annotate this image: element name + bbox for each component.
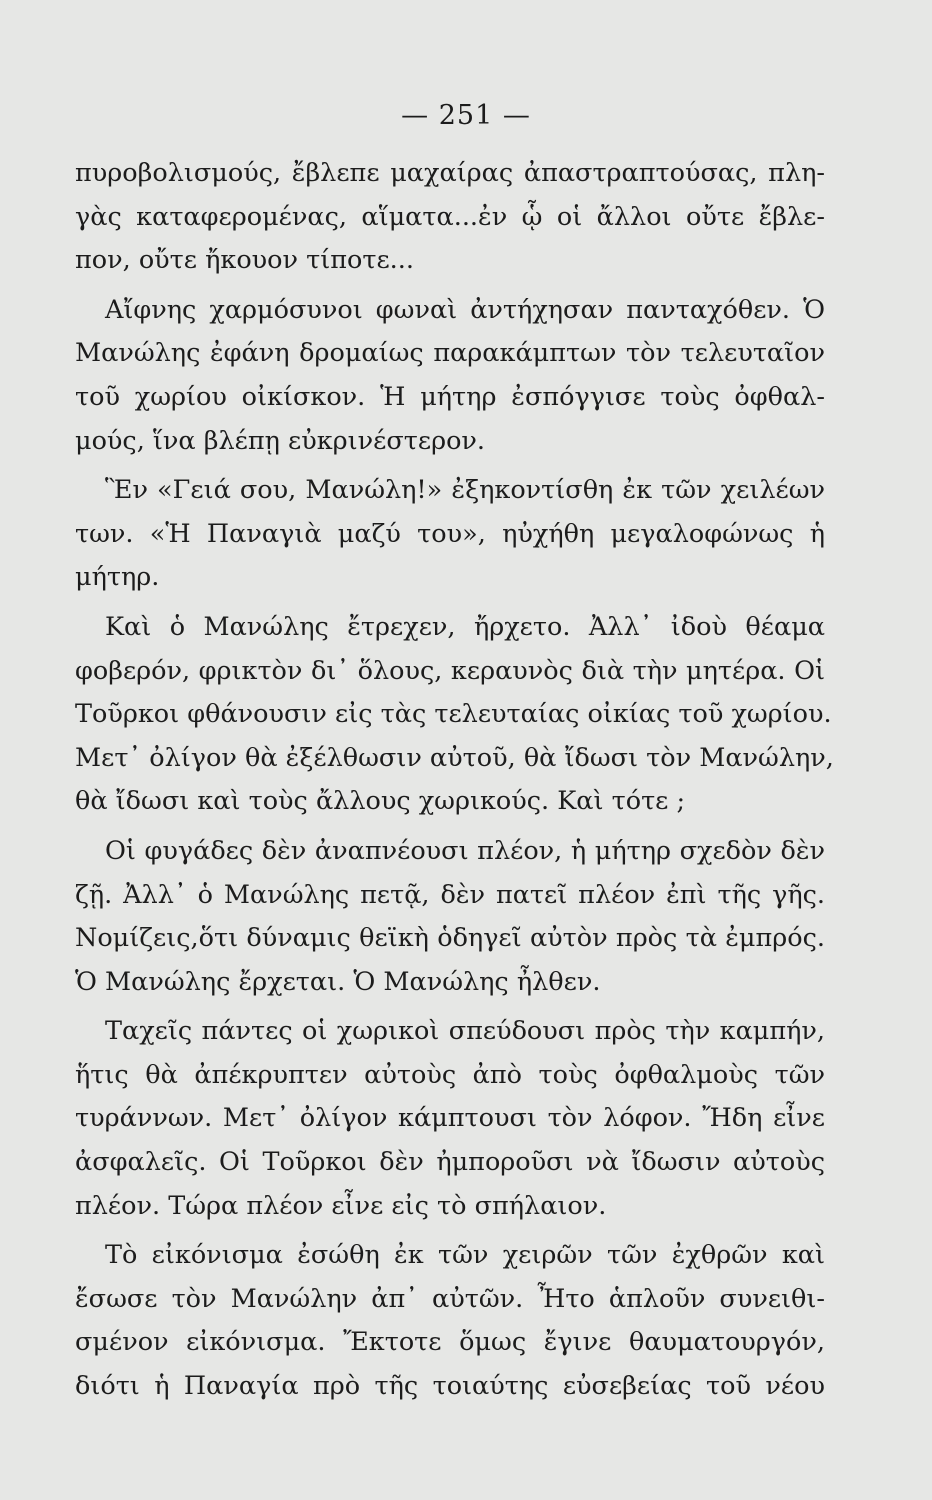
text-line: πυροβολισμούς, ἔβλεπε μαχαίρας ἀπαστραπτούσας, πλη- — [75, 158, 825, 188]
text-line: γὰς καταφερομένας, αἵματα...ἐν ᾧ οἱ ἄλλοι οὔτε ἔβλε- — [75, 201, 825, 232]
text-line: τυράννων. Μετ᾽ ὀλίγον κάμπτουσι τὸν λόφον. Ἤδη εἶνε — [75, 1103, 825, 1134]
text-line: πον, οὔτε ἤκουον τίποτε... — [75, 245, 414, 276]
text-line: Καὶ ὁ Μανώλης ἔτρεχεν, ἤρχετο. Ἀλλ᾽ ἰδοὺ θέαμα — [105, 611, 825, 642]
text-line: ἥτις θὰ ἀπέκρυπτεν αὐτοὺς ἀπὸ τοὺς ὀφθαλμοὺς τῶν — [75, 1059, 825, 1090]
page-number: — 251 — — [401, 100, 531, 131]
text-line: Νομίζεις,ὅτι δύναμις θεϊκὴ ὁδηγεῖ αὐτὸν πρὸς τὰ ἐμπρός. — [75, 923, 825, 954]
text-line: μήτηρ. — [75, 562, 160, 593]
text-line: Ὁ Μανώλης ἔρχεται. Ὁ Μανώλης ἦλθεν. — [75, 966, 601, 997]
paragraph — [75, 1234, 825, 1408]
text-line: Οἱ φυγάδες δὲν ἀναπνέουσι πλέον, ἡ μήτηρ σχεδὸν δὲν — [105, 835, 825, 866]
paragraph — [75, 152, 825, 283]
text-line: Μετ᾽ ὀλίγον θὰ ἐξέλθωσιν αὐτοῦ, θὰ ἴδωσι τὸν Μανώλην, — [75, 742, 834, 773]
text-line: ἔσωσε τὸν Μανώλην ἀπ᾽ αὐτῶν. Ἦτο ἁπλοῦν συνειθι- — [75, 1283, 825, 1314]
text-line: διότι ἡ Παναγία πρὸ τῆς τοιαύτης εὐσεβείας τοῦ νέου — [75, 1371, 825, 1402]
text-line: Αἴφνης χαρμόσυνοι φωναὶ ἀντήχησαν πανταχόθεν. Ὁ — [105, 294, 825, 325]
paragraph — [75, 469, 825, 600]
text-line: φοβερόν, φρικτὸν δι᾽ ὅλους, κεραυνὸς διὰ τὴν μητέρα. Οἱ — [75, 655, 825, 686]
text-line: των. «Ἡ Παναγιὰ μαζύ του», ηὐχήθη μεγαλοφώνως ἡ — [75, 518, 825, 549]
text-line: ἀσφαλεῖς. Οἱ Τοῦρκοι δὲν ἠμποροῦσι νὰ ἴδωσιν αὐτοὺς — [75, 1147, 825, 1178]
text-line: ζῇ. Ἀλλ᾽ ὁ Μανώλης πετᾷ, δὲν πατεῖ πλέον ἐπὶ τῆς γῆς. — [75, 879, 825, 910]
text-line: Τοῦρκοι φθάνουσιν εἰς τὰς τελευταίας οἰκίας τοῦ χωρίου. — [75, 699, 832, 730]
paragraph — [75, 830, 825, 1004]
text-line: τοῦ χωρίου οἰκίσκον. Ἡ μήτηρ ἐσπόγγισε τοὺς ὀφθαλ- — [75, 381, 825, 412]
text-line: Μανώλης ἐφάνη δρομαίως παρακάμπτων τὸν τελευταῖον — [75, 338, 825, 369]
text-line: σμένον εἰκόνισμα. Ἔκτοτε ὅμως ἔγινε θαυματουργόν, — [75, 1327, 825, 1358]
text-line: πλέον. Τώρα πλέον εἶνε εἰς τὸ σπήλαιον. — [75, 1190, 607, 1221]
paragraph — [75, 606, 834, 824]
text-line: Τὸ εἰκόνισμα ἐσώθη ἐκ τῶν χειρῶν τῶν ἐχθρῶν καὶ — [105, 1240, 825, 1271]
paragraph — [75, 1010, 825, 1228]
text-line: μούς, ἵνα βλέπῃ εὐκρινέστερον. — [75, 425, 486, 456]
text-line: Ταχεῖς πάντες οἱ χωρικοὶ σπεύδουσι πρὸς τὴν καμπήν, — [105, 1016, 825, 1047]
paragraph — [75, 289, 825, 463]
text-line: θὰ ἴδωσι καὶ τοὺς ἄλλους χωρικούς. Καὶ τότε ; — [75, 786, 686, 817]
body-text — [75, 152, 834, 1409]
text-line: Ἓν «Γειά σου, Μανώλη!» ἐξηκοντίσθη ἐκ τῶν χειλέων — [105, 475, 825, 506]
